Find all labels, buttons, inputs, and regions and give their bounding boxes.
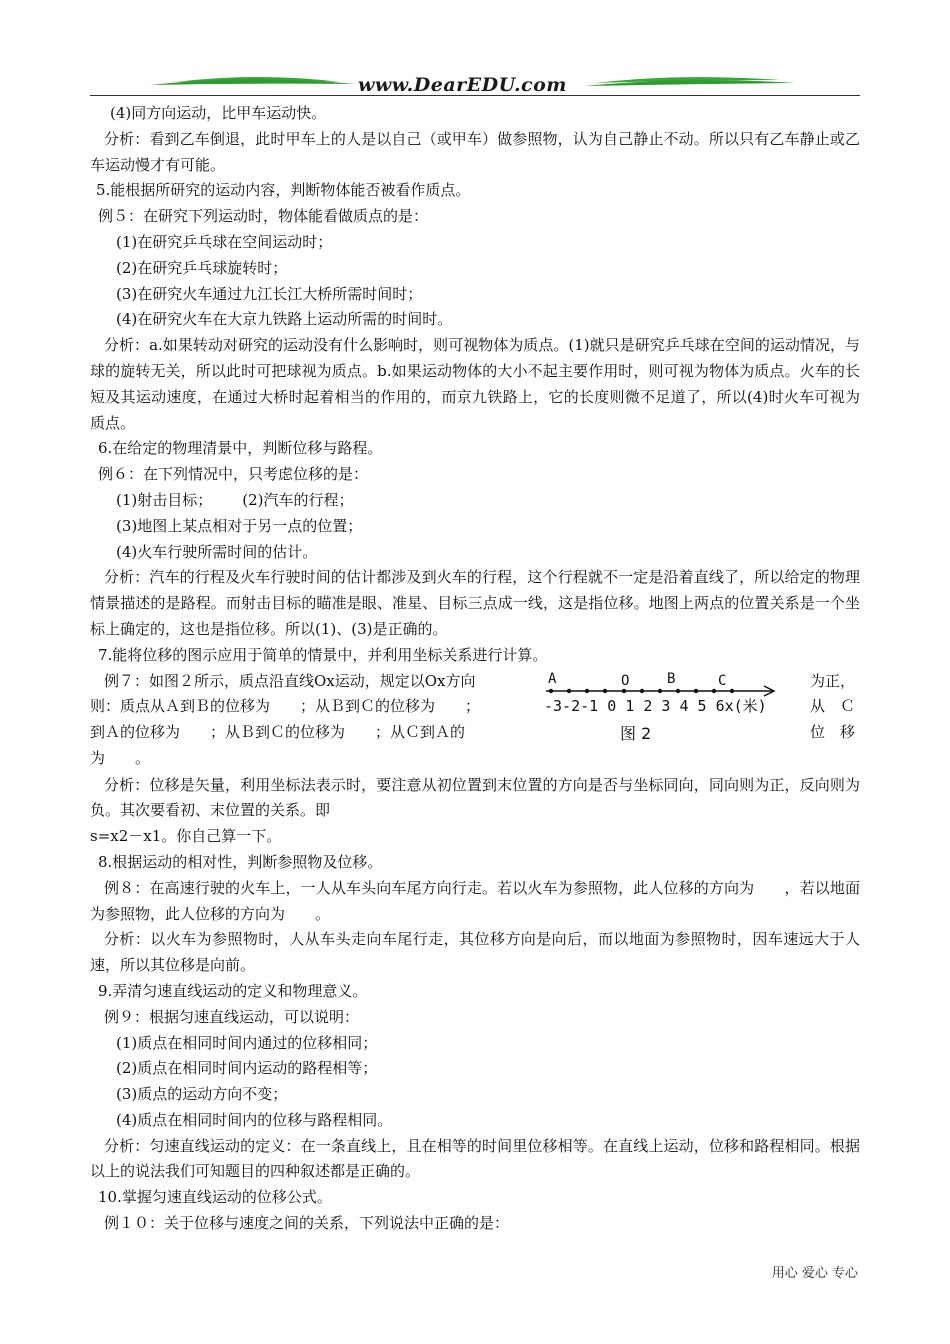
analysis-paragraph: 分析：a.如果转动对研究的运动没有什么影响时，则可视物体为质点。(1)就只是研究乒乓球在空间的运动情况，与球的旋转无关，所以此时可把球视为质点。b.如果运动物体的大小不起主要作用时，则可视为物体为质点。火车的长短及其运动速度，在通过大桥时起着相当的作用的，而京九铁路上，它的长度则微不足道了，所以(4)时火车可视为质点。 [90, 336, 860, 432]
example-text-right [810, 669, 860, 746]
option-item: (2)在研究乒乓球旋转时； [116, 258, 288, 277]
site-logo: www.DearEDU.com [358, 74, 567, 96]
section-heading: 10.掌握匀速直线运动的位移公式。 [98, 1188, 332, 1207]
example-with-figure [90, 669, 860, 773]
analysis-paragraph: 分析：看到乙车倒退，此时甲车上的人是以自己（或甲车）做参照物，认为自己静止不动。所以只有乙车静止或乙车运动慢才有可能。 [90, 129, 860, 174]
option-item: (3)地图上某点相对于另一点的位置； [116, 516, 363, 535]
example-question: 例５：在研究下列运动时，物体能看做质点的是： [98, 207, 429, 226]
option-item: (4)质点在相同时间内的位移与路程相同。 [116, 1110, 393, 1129]
example-question: 例７：如图２所示，质点沿直线Ox运动，规定以Ox方向 [104, 671, 476, 690]
point-label: A [548, 670, 557, 687]
option-item: (1)在研究乒乓球在空间运动时； [116, 232, 333, 251]
example-text [90, 669, 526, 772]
text-line: 位 移 [810, 723, 856, 742]
analysis-paragraph: 分析：汽车的行程及火车行驶时间的估计都涉及到火车的行程，这个行程就不一定是沿着直线了，所以给定的物理情景描述的是路程。而射击目标的瞄准是眼、准星、目标三点成一线，这是指位移。地图上两点的位置关系是一个坐标上确定的，这也是指位移。所以(1)、(3)是正确的。 [90, 568, 860, 638]
point-label: C [718, 672, 727, 689]
option-item: (1)射击目标； [116, 490, 213, 509]
text-line: 从 Ｃ [810, 697, 856, 716]
point-label: O [621, 672, 630, 689]
text-line: (4)同方向运动，比甲车运动快。 [110, 104, 327, 122]
section-heading: 6.在给定的物理清景中，判断位移与路程。 [98, 439, 383, 458]
example-question: 例６：在下列情况中，只考虑位移的是： [98, 465, 369, 484]
option-row [90, 488, 860, 514]
analysis-paragraph: 分析：匀速直线运动的定义：在一条直线上，且在相等的时间里位移相等。在直线上运动，位移和路程相同。根据以上的说法我们可知题目的四种叙述都是正确的。 [90, 1136, 860, 1181]
section-heading: 9.弄清匀速直线运动的定义和物理意义。 [98, 981, 368, 1000]
point-label: B [667, 670, 676, 687]
tick-labels: -3-2-1 0 1 2 3 4 5 6x(米) [544, 696, 767, 715]
text-line: 为 。 [90, 748, 151, 767]
figure-caption: 图 2 [620, 723, 652, 743]
text-line: 到Ａ的位移为 ；从Ｂ到Ｃ的位移为 ；从Ｃ到Ａ的 [90, 723, 466, 742]
option-item: (2)汽车的行程； [242, 490, 354, 509]
analysis-paragraph: 分析：位移是矢量，利用坐标法表示时，要注意从初位置到末位置的方向是否与坐标同向，同向则为正，反向则为负。其次要看初、末位置的关系。即 [90, 775, 860, 820]
option-item: (3)在研究火车通过九江长江大桥所需时间时； [116, 284, 423, 303]
document-body [90, 101, 860, 1237]
section-heading: 7.能将位移的图示应用于简单的情景中，并利用坐标关系进行计算。 [98, 645, 548, 664]
example-question: 例１０：关于位移与速度之间的关系，下列说法中正确的是： [104, 1214, 510, 1233]
page-footer: 用心 爱心 专心 [771, 1266, 858, 1281]
analysis-paragraph: 分析：以火车为参照物时，人从车头走向车尾行走，其位移方向是向后，而以地面为参照物时，因车速远大于人速，所以其位移是向前。 [90, 930, 860, 975]
option-item: (2)质点在相同时间内运动的路程相等； [116, 1059, 378, 1078]
formula-line: s=x2－x1。你自己算一下。 [90, 827, 282, 846]
option-item: (4)在研究火车在大京九铁路上运动所需的时间时。 [116, 310, 453, 329]
option-item: (4)火车行驶所需时间的估计。 [116, 542, 318, 561]
example-question: 例８：在高速行驶的火车上，一人从车头向车尾方向行走。若以火车为参照物，此人位移的方向为 ，若以地面为参照物，此人位移的方向为 。 [90, 878, 860, 923]
text-line: 则：质点从Ａ到Ｂ的位移为 ；从Ｂ到Ｃ的位移为 ； [90, 697, 481, 716]
number-line-figure [542, 669, 802, 749]
section-heading: 8.根据运动的相对性，判断参照物及位移。 [98, 852, 383, 871]
example-question: 例９：根据匀速直线运动，可以说明： [104, 1007, 360, 1026]
section-heading: 5.能根据所研究的运动内容，判断物体能否被看作质点。 [96, 181, 471, 200]
text-line: 为正， [810, 671, 856, 690]
header-rule [90, 95, 860, 96]
option-item: (1)质点在相同时间内通过的位移相同； [116, 1033, 378, 1052]
option-item: (3)质点的运动方向不变； [116, 1085, 288, 1104]
